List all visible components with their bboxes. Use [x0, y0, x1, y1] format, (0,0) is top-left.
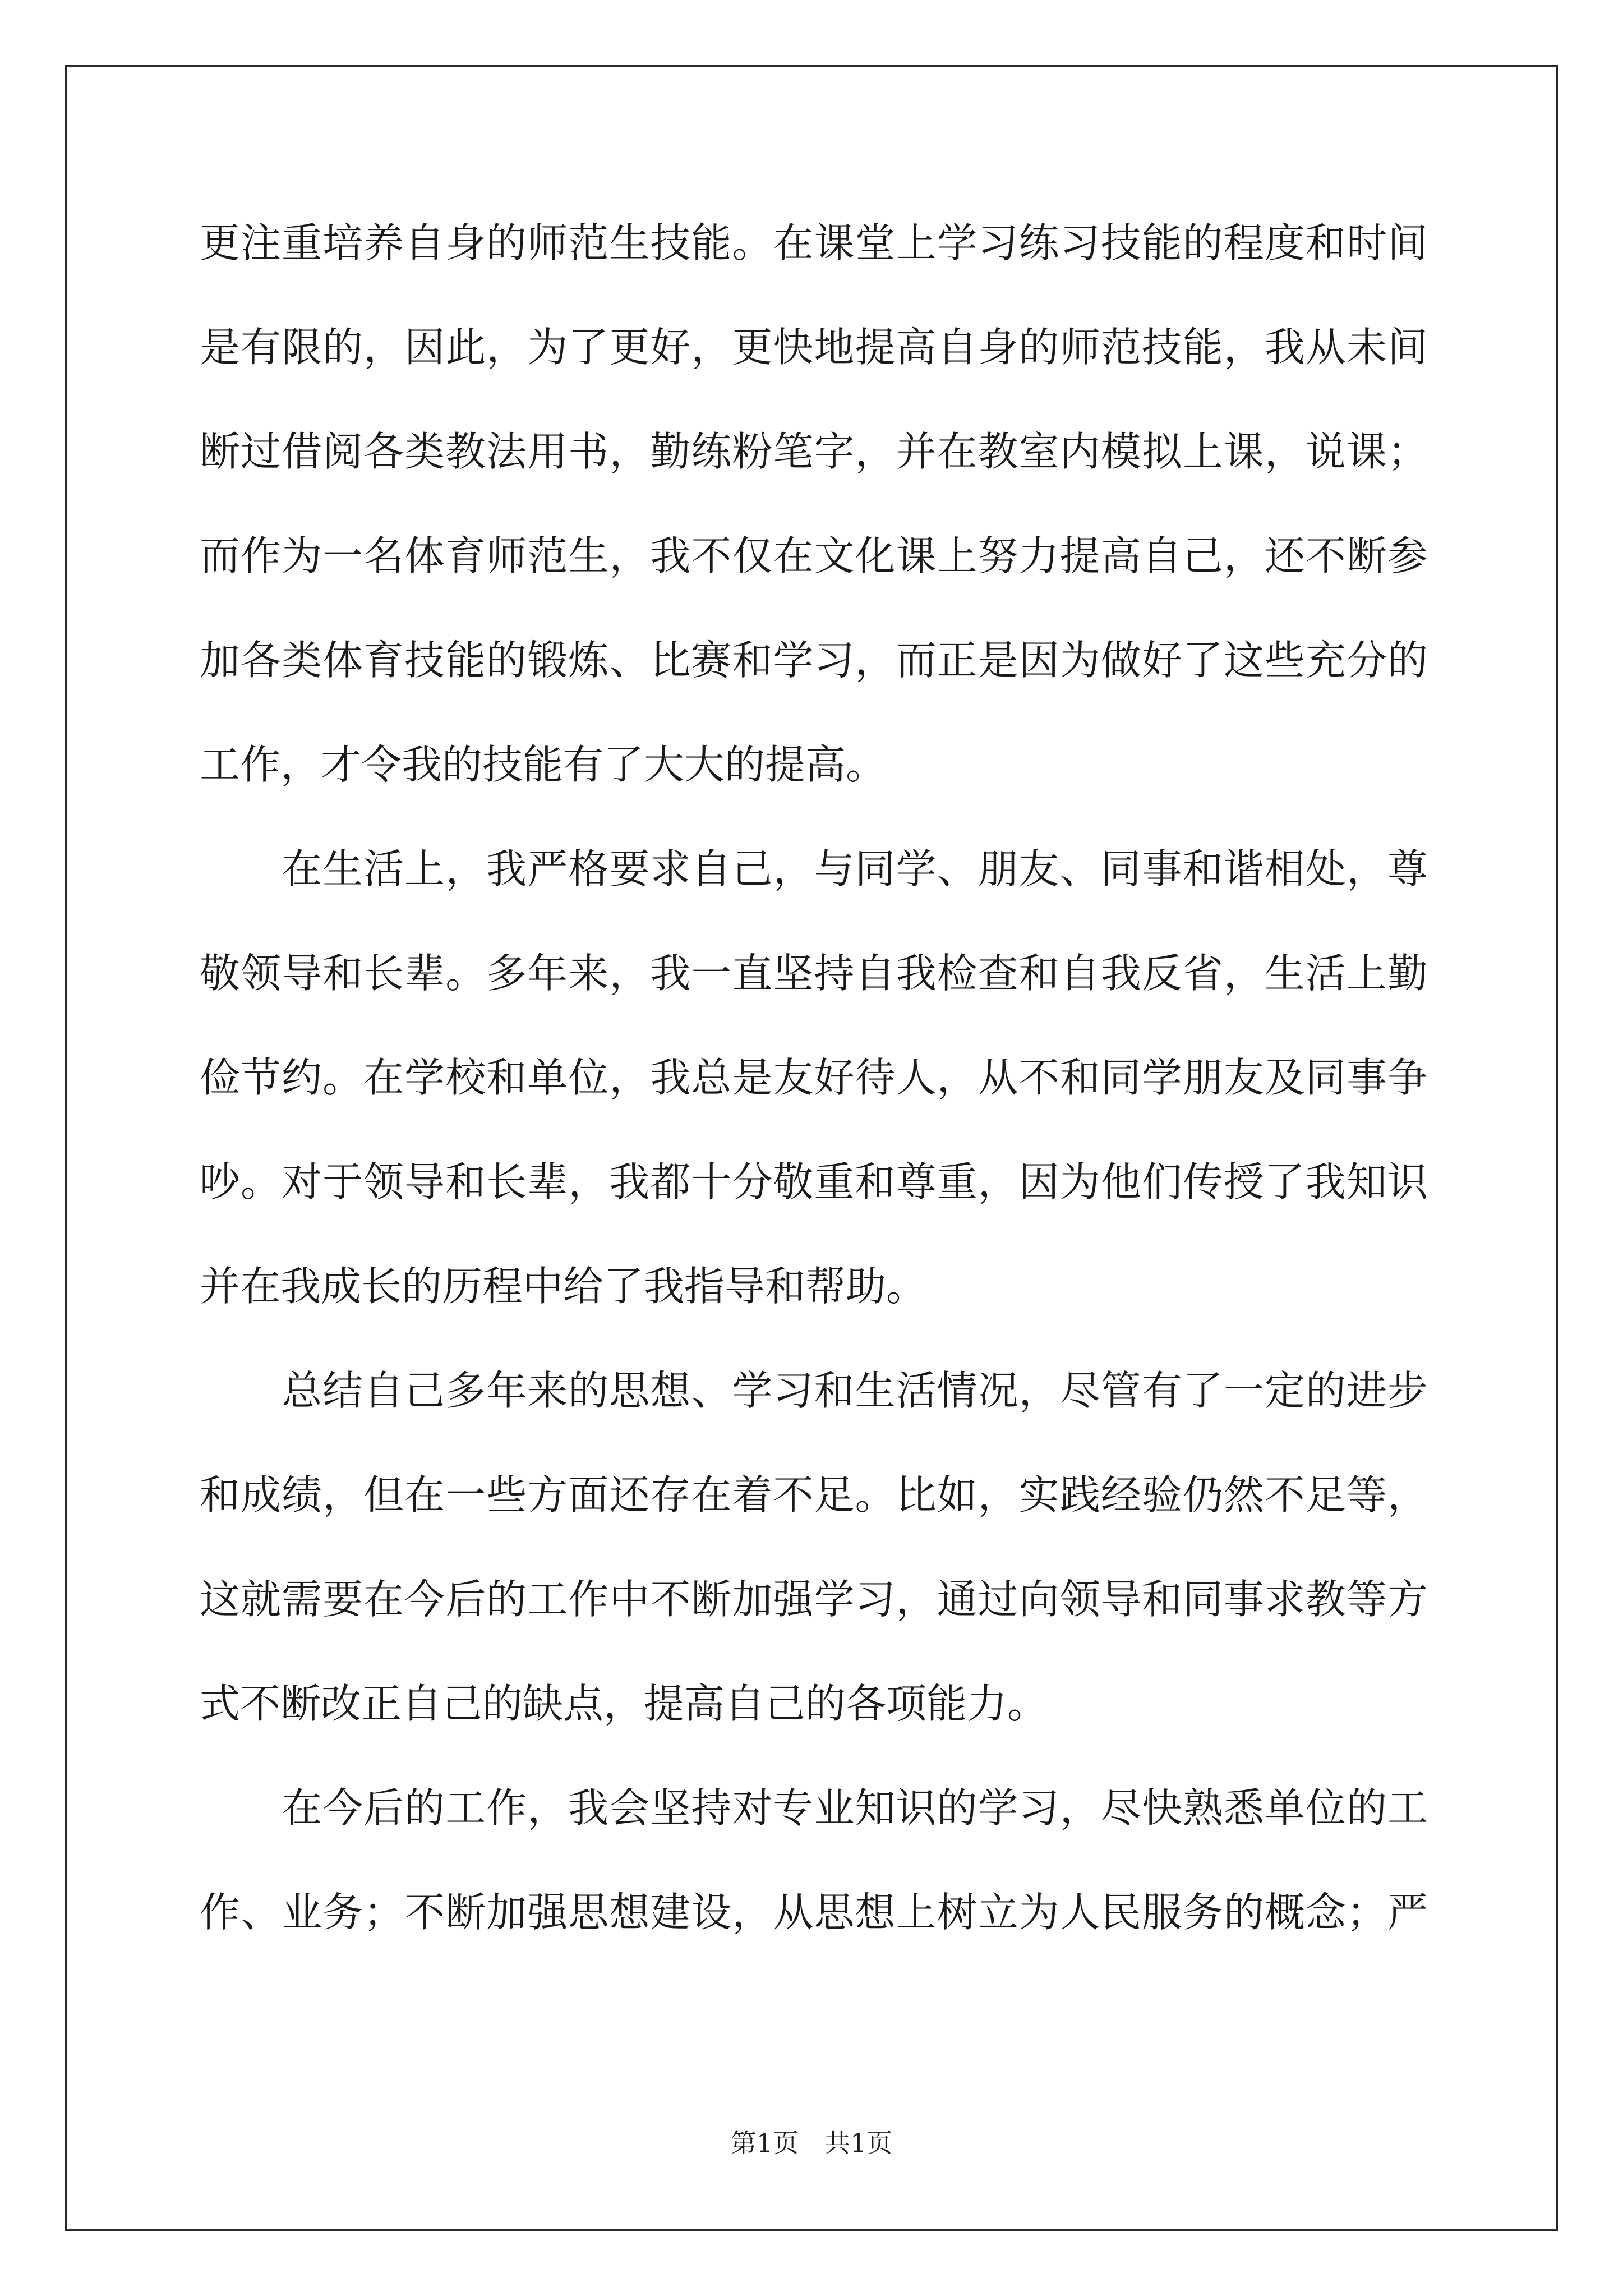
text-line: 并在我成长的历程中给了我指导和帮助。	[200, 1263, 927, 1310]
text-line: 加各类体育技能的锻炼、比赛和学习，而正是因为做好了这些充分的	[200, 637, 1428, 684]
document-body	[200, 212, 1428, 1986]
text-line: 敬领导和长辈。多年来，我一直坚持自我检查和自我反省，生活上勤	[200, 950, 1428, 997]
text-line: 这就需要在今后的工作中不断加强学习，通过向领导和同事求教等方	[200, 1576, 1428, 1623]
page-number-footer: 第1页 共1页	[730, 2128, 893, 2158]
text-line: 俭节约。在学校和单位，我总是友好待人，从不和同学朋友及同事争	[200, 1054, 1428, 1101]
text-line: 在今后的工作，我会坚持对专业知识的学习，尽快熟悉单位的工	[200, 1784, 1428, 1832]
text-line: 吵。对于领导和长辈，我都十分敬重和尊重，因为他们传授了我知识	[200, 1158, 1428, 1205]
text-line: 和成绩，但在一些方面还存在着不足。比如，实践经验仍然不足等，	[200, 1471, 1428, 1519]
text-line: 总结自己多年来的思想、学习和生活情况，尽管有了一定的进步	[200, 1367, 1428, 1414]
text-line: 是有限的，因此，为了更好，更快地提高自身的师范技能，我从未间	[200, 324, 1428, 371]
text-line: 式不断改正自己的缺点，提高自己的各项能力。	[200, 1680, 1048, 1727]
text-line: 作、业务；不断加强思想建设，从思想上树立为人民服务的概念；严	[200, 1889, 1428, 1936]
text-line: 而作为一名体育师范生，我不仅在文化课上努力提高自己，还不断参	[200, 532, 1428, 579]
text-line: 工作，才令我的技能有了大大的提高。	[200, 741, 887, 788]
text-line: 更注重培养自身的师范生技能。在课堂上学习练习技能的程度和时间	[200, 219, 1428, 266]
text-line: 断过借阅各类教法用书，勤练粉笔字，并在教室内模拟上课，说课；	[200, 428, 1428, 475]
text-line: 在生活上，我严格要求自己，与同学、朋友、同事和谐相处，尊	[200, 845, 1428, 892]
